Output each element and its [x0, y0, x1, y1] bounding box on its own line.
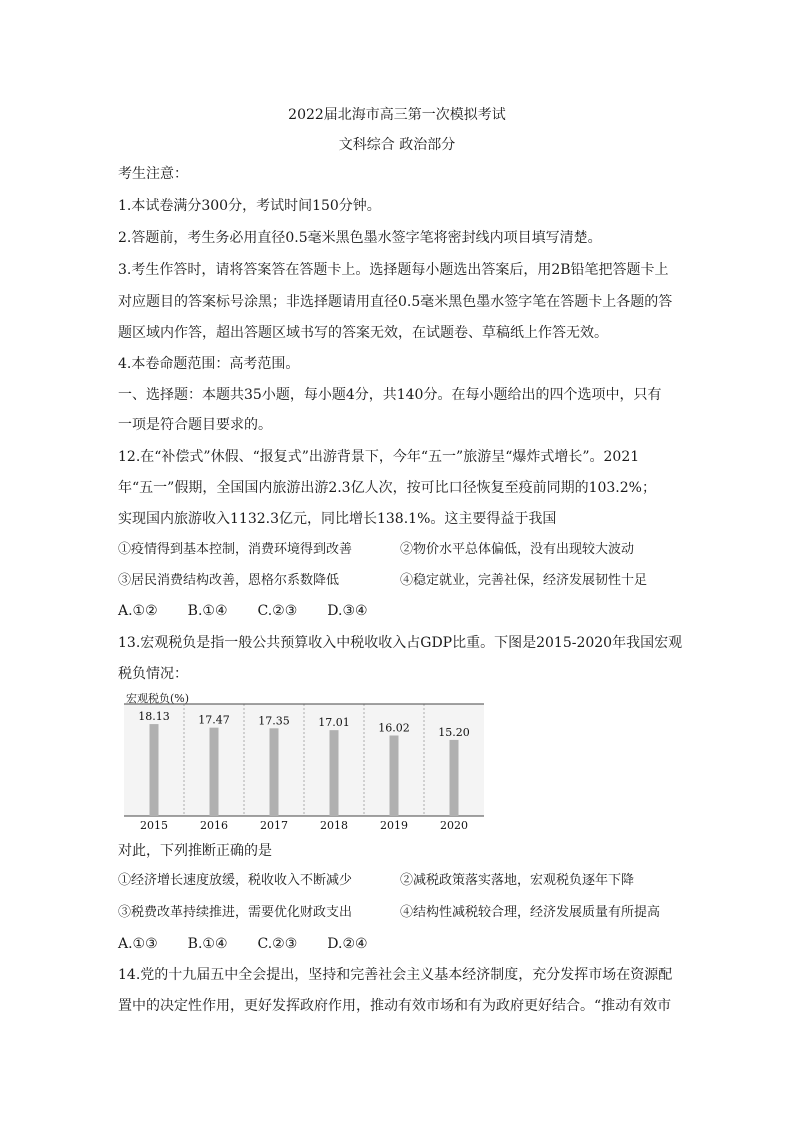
chart-value-label-2016: 17.47: [198, 713, 230, 727]
q12-option-4: ④稳定就业，完善社保，经济发展韧性十足: [400, 573, 648, 588]
notice-heading: 考生注意：: [118, 166, 188, 182]
q12-choice-b: B.①④: [187, 603, 228, 619]
tax-burden-chart: [124, 690, 484, 832]
q12-option-3: ③居民消费结构改善，恩格尔系数降低: [118, 573, 340, 588]
q13-stem-2: 税负情况：: [118, 666, 188, 682]
chart-y-label: 宏观税负(%): [126, 692, 190, 705]
chart-bar-2017: [270, 728, 279, 816]
section-intro: 一、选择题：本题共35小题，每小题4分，共140分。在每小题给出的四个选项中，只有: [118, 387, 662, 403]
notice-item-2: 2.答题前，考生务必用直径0.5毫米黑色墨水签字笔将密封线内项目填写清楚。: [118, 230, 602, 246]
q12-stem-3: 实现国内旅游收入1132.3亿元，同比增长138.1%。这主要得益于我国: [118, 511, 557, 527]
q13-option-3: ③税费改革持续推进，需要优化财政支出: [118, 905, 353, 920]
q12-option-1: ①疫情得到基本控制，消费环境得到改善: [118, 542, 353, 557]
q13-after-chart: 对此，下列推断正确的是: [118, 843, 272, 859]
chart-x-tick-2020: 2020: [440, 819, 468, 832]
notice-item-1: 1.本试卷满分300分，考试时间150分钟。: [118, 198, 381, 214]
chart-bar-2020: [450, 740, 459, 816]
q12-choices: [118, 601, 678, 621]
q12-choice-c: C.②③: [257, 603, 298, 619]
q13-choice-a: A.①③: [118, 936, 158, 952]
exam-subtitle: 文科综合 政治部分: [338, 137, 456, 153]
chart-bar-2016: [210, 728, 219, 816]
notice-item-3: 3.考生作答时，请将答案答在答题卡上。选择题每小题选出答案后，用2B铅笔把答题卡上: [118, 262, 669, 278]
q13-choice-d: D.②④: [327, 936, 368, 952]
chart-x-tick-2017: 2017: [260, 819, 288, 832]
q12-stem-1: 12.在“补偿式”休假、“报复式”出游背景下，今年“五一”旅游呈“爆炸式增长”。2021: [118, 449, 640, 465]
chart-x-tick-2015: 2015: [140, 819, 168, 832]
chart-bar-2015: [150, 724, 159, 816]
exam-title: 2022届北海市高三第一次模拟考试: [288, 107, 506, 123]
q14-stem-1: 14.党的十九届五中全会提出，坚持和完善社会主义基本经济制度，充分发挥市场在资源配: [118, 967, 673, 983]
q12-choice-a: A.①②: [118, 603, 158, 619]
notice-item-3-cont2: 题区域内作答，超出答题区域书写的答案无效，在试题卷、草稿纸上作答无效。: [118, 325, 608, 341]
chart-value-label-2020: 15.20: [438, 725, 470, 739]
chart-value-label-2019: 16.02: [378, 721, 410, 735]
q12-options-row-1: [118, 540, 678, 560]
q12-choice-d: D.③④: [327, 603, 368, 619]
chart-value-label-2017: 17.35: [258, 714, 290, 728]
q13-options-row-1: [118, 871, 678, 891]
notice-item-4: 4.本卷命题范围：高考范围。: [118, 356, 300, 372]
q12-options-row-2: [118, 571, 678, 591]
chart-bar-2019: [390, 735, 399, 816]
q12-stem-2: 年“五一”假期，全国国内旅游出游2.3亿人次，按可比口径恢复至疫前同期的103.2%；: [118, 480, 656, 496]
q13-choice-b: B.①④: [187, 936, 228, 952]
q13-choices: [118, 934, 678, 954]
q14-stem-2: 置中的决定性作用，更好发挥政府作用，推动有效市场和有为政府更好结合。“推动有效市: [118, 998, 672, 1014]
q13-option-1: ①经济增长速度放缓，税收收入不断减少: [118, 873, 353, 888]
q13-option-2: ②减税政策落实落地，宏观税负逐年下降: [400, 873, 635, 888]
q13-options-row-2: [118, 903, 678, 923]
chart-bar-2018: [330, 730, 339, 816]
q13-stem-1: 13.宏观税负是指一般公共预算收入中税收收入占GDP比重。下图是2015-2020年我国宏观: [118, 635, 683, 651]
chart-value-label-2015: 18.13: [138, 710, 170, 724]
q13-option-4: ④结构性减税较合理，经济发展质量有所提高: [400, 905, 661, 920]
chart-x-tick-2019: 2019: [380, 819, 408, 832]
chart-value-label-2018: 17.01: [318, 716, 350, 730]
q12-option-2: ②物价水平总体偏低，没有出现较大波动: [400, 542, 635, 557]
section-intro-cont: 一项是符合题目要求的。: [118, 417, 272, 433]
notice-item-3-cont: 对应题目的答案标号涂黑；非选择题请用直径0.5毫米黑色墨水签字笔在答题卡上各题的答: [118, 294, 673, 310]
chart-x-tick-2018: 2018: [320, 819, 348, 832]
q13-choice-c: C.②③: [257, 936, 298, 952]
chart-x-tick-2016: 2016: [200, 819, 228, 832]
